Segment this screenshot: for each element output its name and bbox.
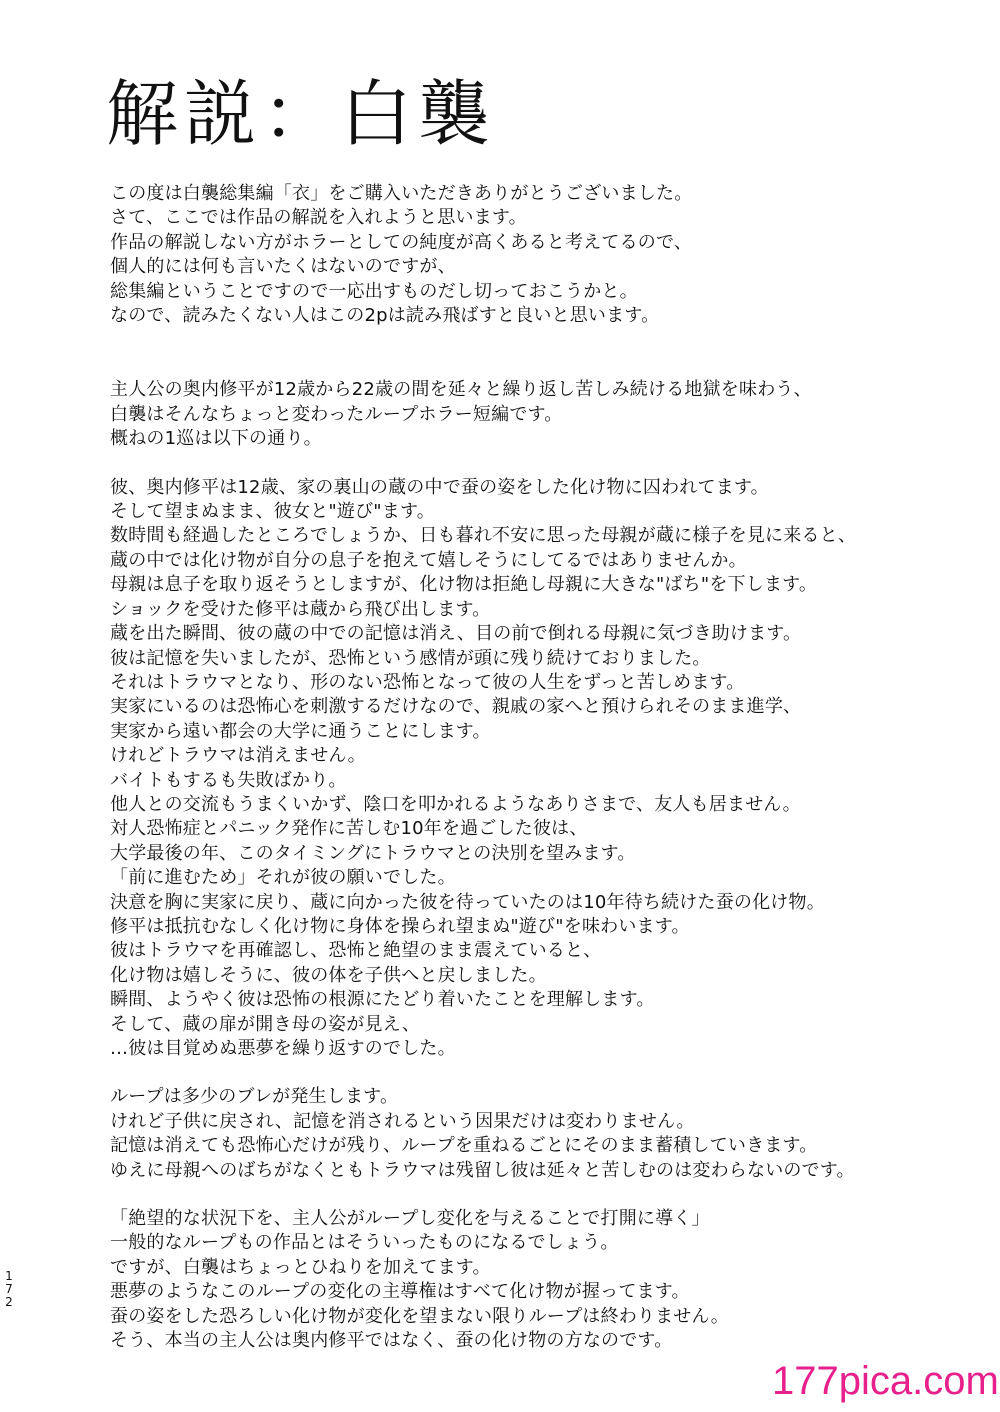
paragraph-gap: [110, 1061, 980, 1085]
text-line: なので、読みたくない人はこの2pは読み飛ばすと良いと思います。: [110, 305, 660, 327]
paragraph-intro: [110, 182, 980, 328]
text-line: 「絶望的な状況下を、主人公がループし変化を与えることで打開に導く」: [110, 1208, 710, 1230]
text-line: ショックを受けた修平は蔵から飛び出します。: [110, 598, 491, 620]
text-line: 決意を胸に実家に戻り、蔵に向かった彼を待っていたのは10年待ち続けた蚕の化け物。: [110, 891, 825, 913]
text-line: それはトラウマとなり、形のない恐怖となって彼の人生をずっと苦しめます。: [110, 671, 745, 693]
paragraph-gap: [110, 452, 980, 476]
text-line: 個人的には何も言いたくはないのですが、: [110, 256, 456, 278]
text-line: けれどトラウマは消えません。: [110, 745, 366, 767]
text-line: 実家から遠い都会の大学に通うことにします。: [110, 720, 491, 742]
paragraph-story: [110, 476, 980, 1062]
text-line: 彼はトラウマを再確認し、恐怖と絶望のまま震えていると、: [110, 940, 602, 962]
paragraph-loop: [110, 1085, 980, 1183]
text-line: 一般的なループもの作品とはそういったものになるでしょう。: [110, 1232, 619, 1254]
text-line: 彼は記憶を失いましたが、恐怖という感情が頭に残り続けておりました。: [110, 647, 711, 669]
text-line: 数時間も経過したところでしょうか、日も暮れ不安に思った母親が蔵に様子を見に来ると、: [110, 525, 857, 547]
text-line: 修平は抵抗むなしく化け物に身体を操られ望まぬ"遊び"を味わいます。: [110, 915, 690, 937]
text-line: 蔵を出た瞬間、彼の蔵の中での記憶は消え、目の前で倒れる母親に気づき助けます。: [110, 623, 802, 645]
text-line: 母親は息子を取り返そうとしますが、化け物は拒絶し母親に大きな"ばち"を下します。: [110, 574, 818, 596]
text-line: 瞬間、ようやく彼は恐怖の根源にたどり着いたことを理解します。: [110, 989, 655, 1011]
page-title: 解説：白襲: [106, 72, 497, 156]
text-line: 化け物は嬉しそうに、彼の体を子供へと戻しました。: [110, 964, 547, 986]
text-line: バイトもするも失敗ばかり。: [110, 769, 347, 791]
text-line: 総集編ということですので一応出すものだし切っておこうかと。: [110, 280, 638, 302]
text-line: 作品の解説しない方がホラーとしての純度が高くあると考えてるので、: [110, 231, 693, 253]
paragraph-gap: [110, 1183, 980, 1207]
text-line: ゆえに母親へのばちがなくともトラウマは残留し彼は延々と苦しむのは変わらないのです。: [110, 1159, 855, 1181]
text-line: 悪夢のようなこのループの変化の主導権はすべて化け物が握ってます。: [110, 1281, 690, 1303]
text-line: そう、本当の主人公は奥内修平ではなく、蚕の化け物の方なのです。: [110, 1330, 673, 1352]
text-line: 対人恐怖症とパニック発作に苦しむ10年を過ごした彼は、: [110, 818, 588, 840]
text-line: 蚕の姿をした恐ろしい化け物が変化を望まない限りループは終わりません。: [110, 1305, 729, 1327]
text-line: 他人との交流もうまくいかず、陰口を叩かれるようなありさまで、友人も居ません。: [110, 793, 801, 815]
text-line: 実家にいるのは恐怖心を刺激するだけなので、親戚の家へと預けられそのまま進学、: [110, 696, 802, 718]
page-number-digit: 1: [5, 1269, 13, 1283]
paragraph-twist: [110, 1207, 980, 1353]
page-number-digit: 2: [5, 1295, 13, 1309]
text-line: …彼は目覚めぬ悪夢を繰り返すのでした。: [110, 1038, 456, 1059]
text-line: 大学最後の年、このタイミングにトラウマとの決別を望みます。: [110, 842, 636, 864]
text-line: ですが、白襲はちょっとひねりを加えてます。: [110, 1256, 491, 1278]
text-line: 蔵の中では化け物が自分の息子を抱えて嬉しそうにしてるではありませんか。: [110, 549, 747, 571]
text-line: ループは多少のブレが発生します。: [110, 1086, 399, 1108]
paragraph-overview: [110, 378, 980, 451]
text-line: けれど子供に戻され、記憶を消されるという因果だけは変わりません。: [110, 1110, 695, 1132]
watermark: 177pica.com: [772, 1359, 999, 1403]
text-line: 記憶は消えても恐怖心だけが残り、ループを重ねるごとにそのまま蓄積していきます。: [110, 1135, 818, 1157]
text-line: そして望まぬまま、彼女と"遊び"ます。: [110, 501, 435, 523]
body-text: [110, 182, 980, 1353]
text-line: そして、蔵の扉が開き母の姿が見え、: [110, 1013, 421, 1035]
text-line: 彼、奥内修平は12歳、家の裏山の蔵の中で蚕の姿をした化け物に囚われてます。: [110, 476, 769, 498]
text-line: さて、ここでは作品の解説を入れようと思います。: [110, 207, 527, 229]
text-line: 「前に進むため」それが彼の願いでした。: [110, 867, 456, 889]
paragraph-gap: [110, 328, 980, 378]
text-line: この度は白襲総集編「衣」をご購入いただきありがとうございました。: [110, 183, 693, 204]
text-line: 白襲はそんなちょっと変わったループホラー短編です。: [110, 403, 563, 425]
page-number-digit: 7: [5, 1282, 13, 1296]
text-line: 概ねの1巡は以下の通り。: [110, 428, 322, 450]
page-number: [2, 1270, 16, 1309]
text-line: 主人公の奥内修平が12歳から22歳の間を延々と繰り返し苦しみ続ける地獄を味わう、: [110, 379, 812, 401]
